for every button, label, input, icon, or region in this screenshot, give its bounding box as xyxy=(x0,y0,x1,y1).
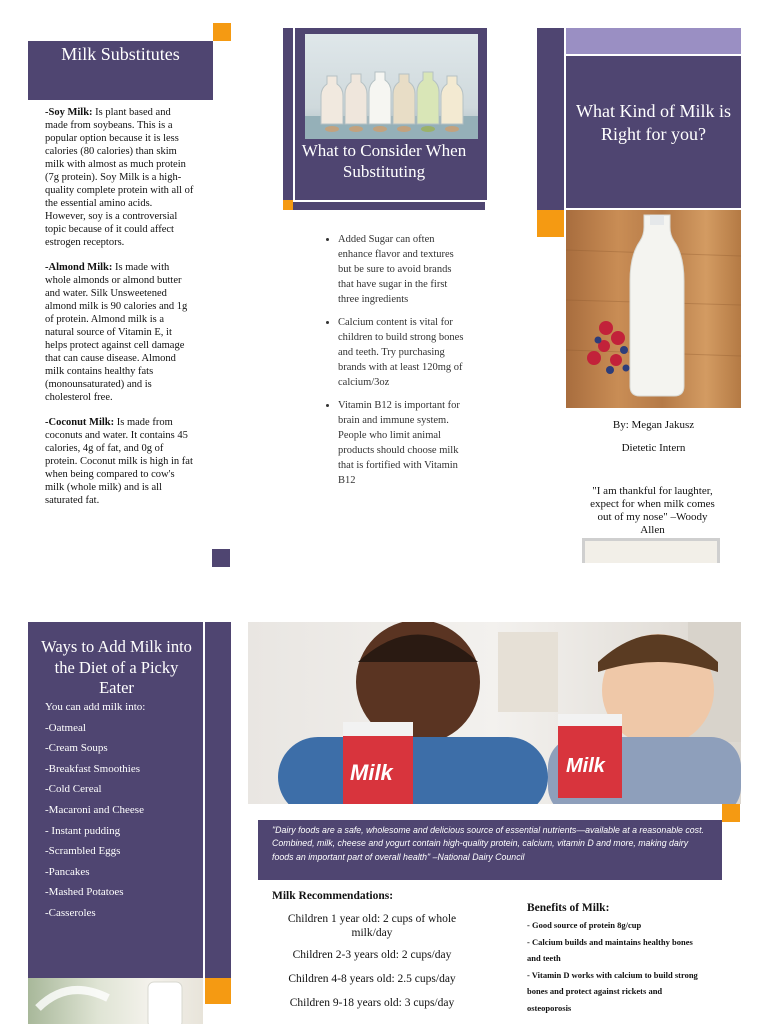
coconut-milk-paragraph xyxy=(45,416,195,507)
recommendation-item: Children 1 year old: 2 cups of whole milk/day xyxy=(287,913,457,939)
carton-label: Milk xyxy=(350,760,393,785)
kids-photo-illustration xyxy=(248,622,741,804)
cover-top-strip xyxy=(566,28,741,54)
milk-substitutes-body xyxy=(45,106,195,519)
quote-image-frame xyxy=(582,538,720,563)
list-item: -Breakfast Smoothies xyxy=(45,762,141,775)
coconut-milk-label: -Coconut Milk: xyxy=(45,417,115,428)
picky-eater-intro: You can add milk into: xyxy=(45,701,146,713)
list-item: -Macaroni and Cheese xyxy=(45,803,144,816)
milk-glass-photo xyxy=(28,978,203,1024)
benefit-item: - Good source of protein 8g/cup xyxy=(527,920,642,930)
cover-title: What Kind of Milk is Right for you? xyxy=(576,101,731,144)
author-name: By: Megan Jakusz xyxy=(612,419,695,431)
benefit-item: - Vitamin D works with calcium to build strong bones and protect against rickets and osteoporosis xyxy=(527,969,698,1013)
almond-milk-label: -Almond Milk: xyxy=(45,262,113,273)
accent-square xyxy=(722,804,740,822)
soy-milk-text: Is plant based and made from soybeans. This is a popular option because it is less calories (80 calories) than skim milk with almost as much protein (7g protein). Soy Milk is a high-quality complete protein with all of the essential amino acids. However, soy is a controversial topic because of it could affect estrogen receptors. xyxy=(45,107,194,248)
almond-milk-paragraph xyxy=(45,261,195,404)
soy-milk-label: -Soy Milk: xyxy=(45,107,93,118)
kids-drinking-milk-photo xyxy=(248,622,741,804)
benefits-list xyxy=(527,917,702,1016)
carton-label: Milk xyxy=(566,755,605,777)
dairy-quote-text: "Dairy foods are a safe, wholesome and delicious source of essential nutrients—available at a reasonable cost. Combined, milk, cheese and yogurt contain high-quality protein, calcium, vitamin D and more, making dairy foods an important part of overall health" –National Dairy Council xyxy=(272,825,704,862)
bullet-item: • Added Sugar can often enhance flavor and textures but be sure to avoid brands that have sugar in the first three ingredients xyxy=(338,232,468,307)
milk-substitutes-title: Milk Substitutes xyxy=(61,44,180,64)
coconut-milk-text: Is made from coconuts and water. It contains 45 calories, 4g of fat, and 0g of protein. Coconut milk is high in fat when being compared to cow's milk (whole milk) and is all saturated fat. xyxy=(45,417,193,506)
accent-square xyxy=(212,549,230,567)
accent-square xyxy=(213,23,231,41)
accent-square xyxy=(537,210,564,237)
consider-bullets xyxy=(318,232,468,496)
list-item: -Cream Soups xyxy=(45,742,108,755)
recommendations-title: Milk Recommendations: xyxy=(272,890,394,902)
recommendations-list xyxy=(272,912,472,1010)
milk-bottles-illustration xyxy=(305,34,478,139)
cover-quote: "I am thankful for laughter, expect for when milk comes out of my nose" –Woody Allen xyxy=(590,485,715,536)
consider-title: What to Consider When Substituting xyxy=(301,141,467,181)
bullet-item: • Vitamin B12 is important for brain and immune system. People who limit animal products should choose milk that is fortified with Vitamin B12 xyxy=(338,398,468,488)
recommendation-item: Children 4-8 years old: 2.5 cups/day xyxy=(288,973,456,985)
milk-glass-illustration xyxy=(28,978,203,1024)
bullet-item: • Calcium content is vital for children to build strong bones and teeth. Try purchasing brands with at least 120mg of calcium/3oz xyxy=(338,315,468,390)
list-item: -Scrambled Eggs xyxy=(45,845,121,858)
list-item: -Mashed Potatoes xyxy=(45,886,124,899)
milk-bottles-photo xyxy=(305,34,478,139)
picky-eater-list xyxy=(45,722,200,928)
list-item: -Cold Cereal xyxy=(45,783,102,796)
accent-square xyxy=(283,200,293,210)
list-item: -Pancakes xyxy=(45,865,90,878)
soy-milk-paragraph xyxy=(45,106,195,249)
list-item: -Oatmeal xyxy=(45,721,86,734)
milk-substitutes-header xyxy=(28,41,213,100)
milk-bottle-photo xyxy=(566,210,741,408)
benefit-item: - Calcium builds and maintains healthy bones and teeth xyxy=(527,936,693,963)
list-item: -Casseroles xyxy=(45,906,96,919)
author-role: Dietetic Intern xyxy=(621,442,686,454)
list-item: - Instant pudding xyxy=(45,824,121,837)
recommendation-item: Children 9-18 years old: 3 cups/day xyxy=(289,997,455,1009)
recommendation-item: Children 2-3 years old: 2 cups/day xyxy=(292,949,452,961)
milk-bottle-illustration xyxy=(566,210,741,408)
picky-eater-title: Ways to Add Milk into the Diet of a Picky Eater xyxy=(41,637,192,697)
benefits-title: Benefits of Milk: xyxy=(527,902,610,914)
almond-milk-text: Is made with whole almonds or almond butter and water. Silk Unsweetened almond milk is 90 calories and 1g of protein. Almond milk is a natural source of Vitamin E, it helps protect against cell damage that can cause disease. Almond milk contains healthy fats (monounsaturated) and is cholesterol free. xyxy=(45,262,188,403)
picky-eater-content xyxy=(45,701,200,928)
picky-eater-side-strip xyxy=(205,622,231,978)
cover-side-strip xyxy=(537,28,564,210)
accent-square xyxy=(205,978,231,1004)
